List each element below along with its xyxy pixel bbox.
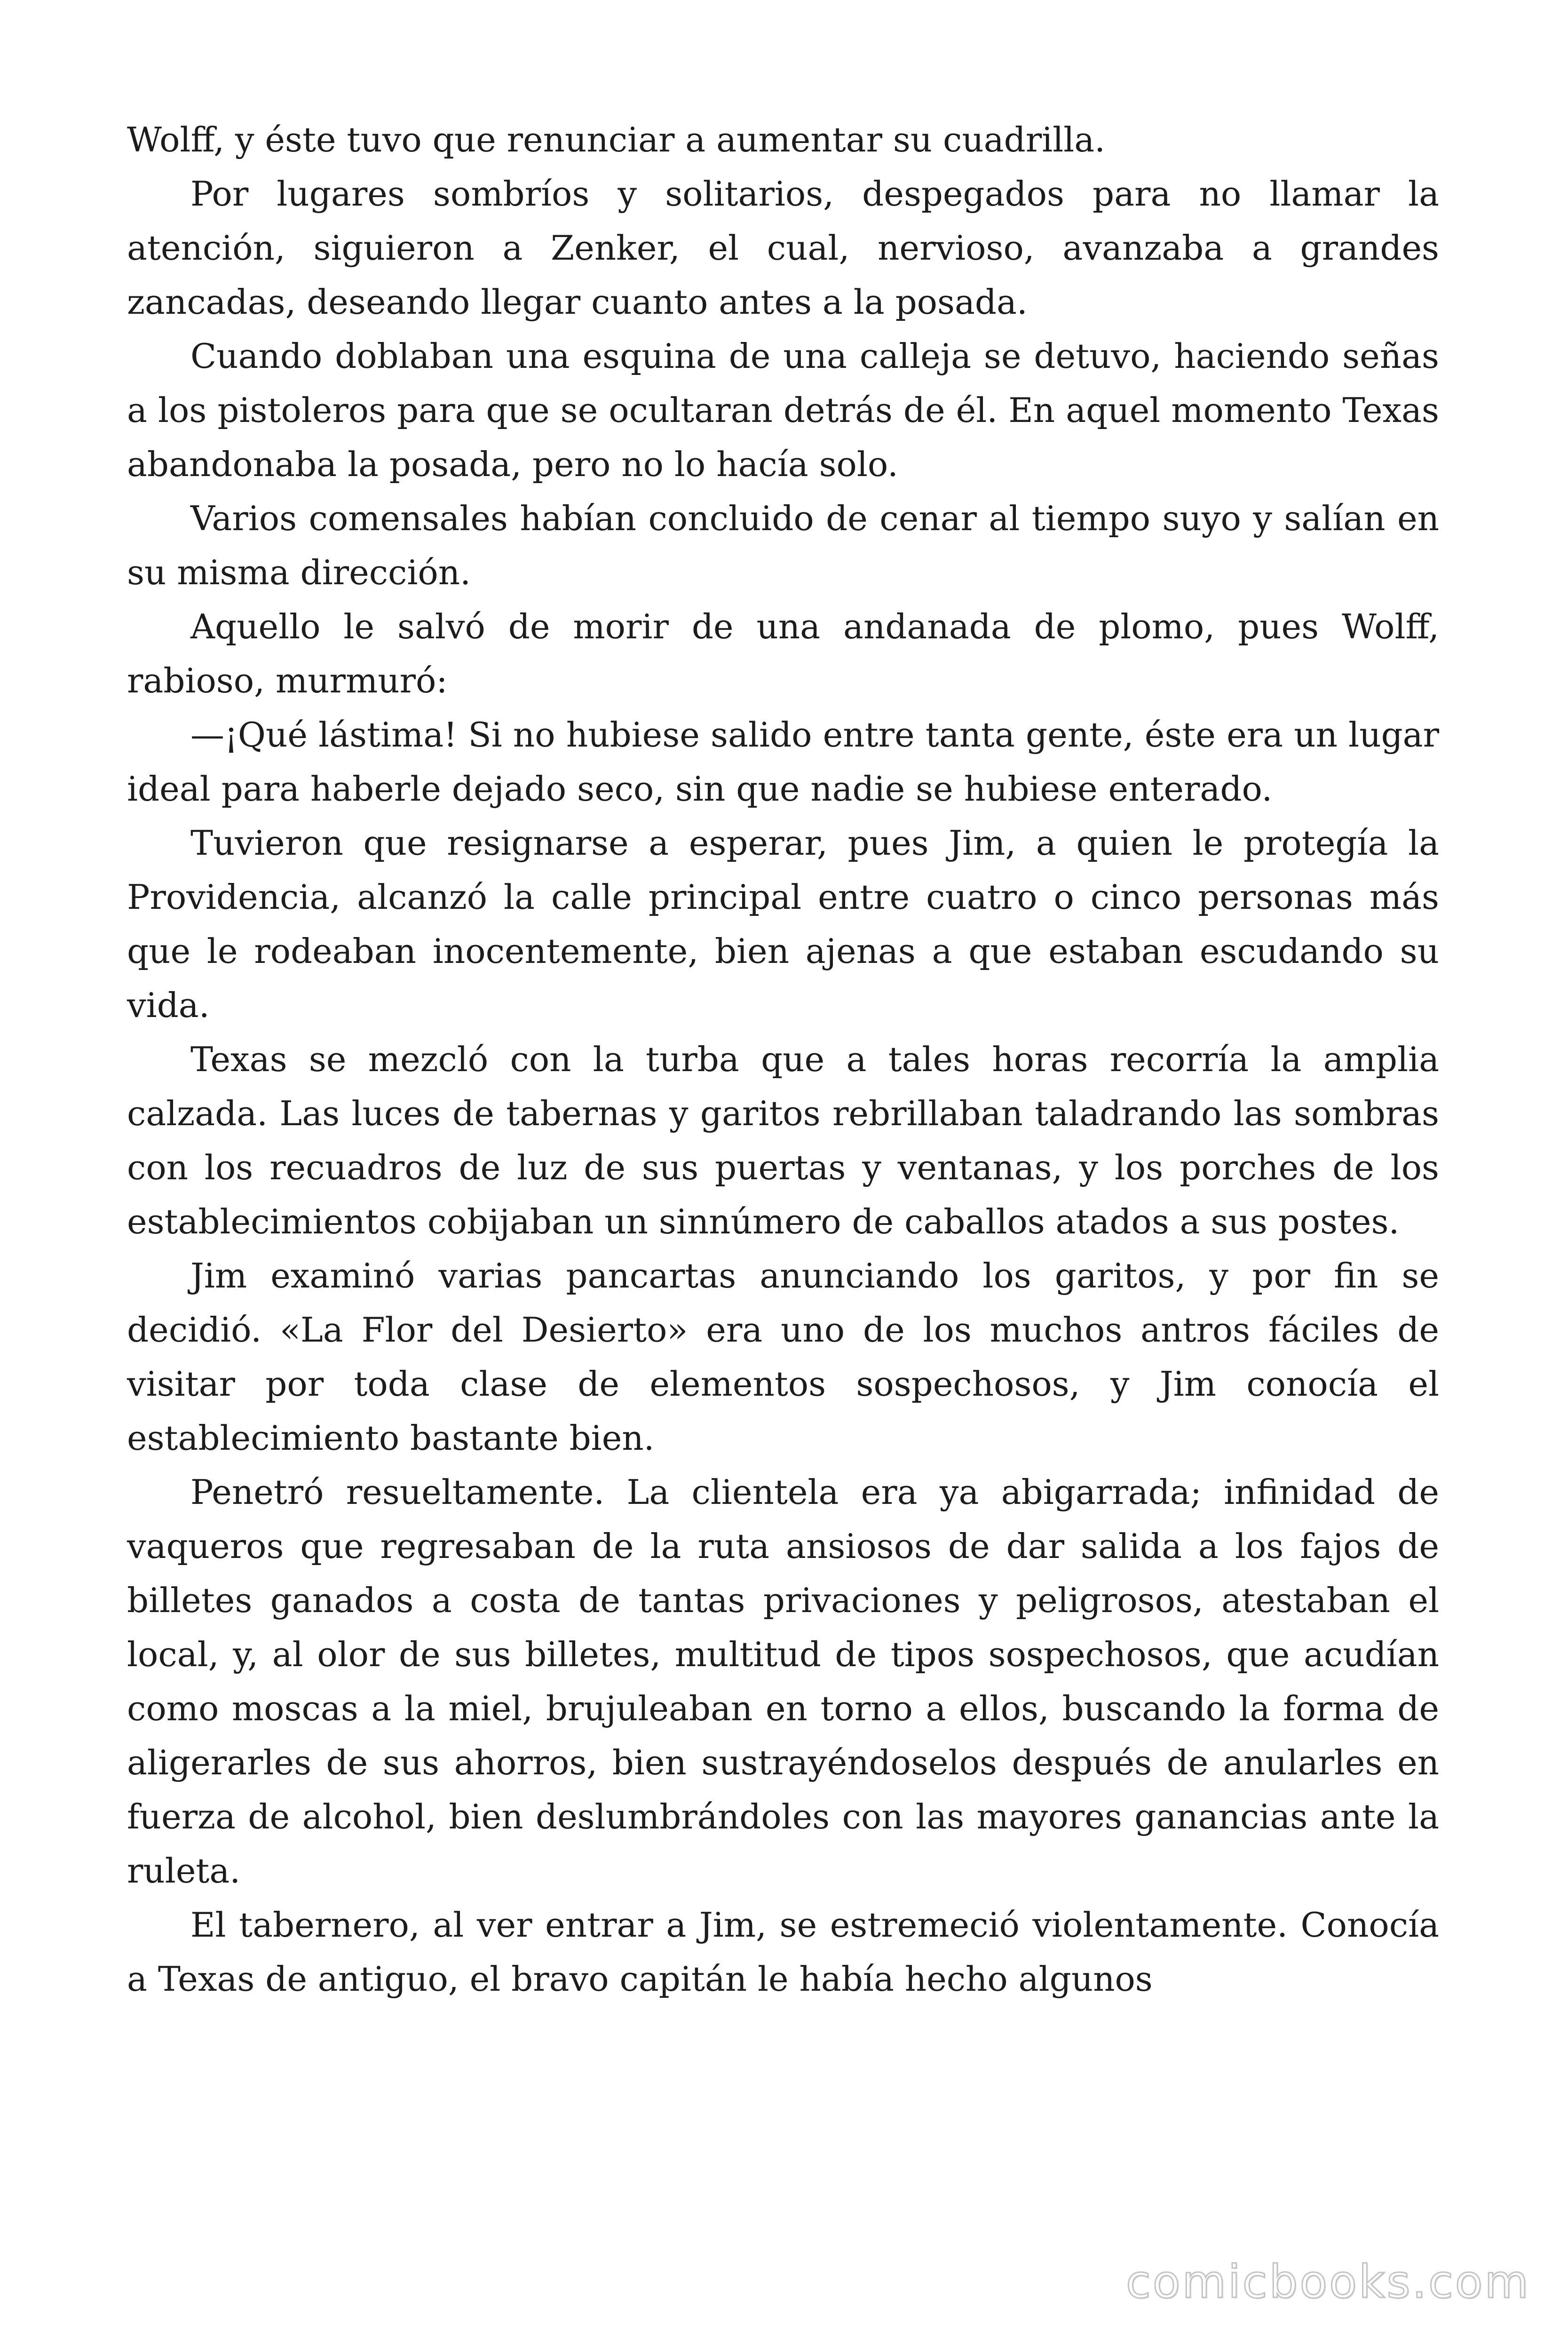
paragraph-10: Penetró resueltamente. La clientela era ya abigarrada; infinidad de vaqueros que regresaban de la ruta ansiosos de dar salida a los fajos de billetes ganados a costa de tantas privaciones y peligrosos, atestaban el local, y, al olor de sus billetes, multitud de tipos sospechosos, que acudían como moscas a la miel, brujuleaban en torno a ellos, buscando la forma de aligerarles de sus ahorros, bien sustrayéndoselos después de anularles en fuerza de alcohol, bien deslumbrándoles con las mayores ganancias ante la ruleta.	[127, 1472, 1439, 1891]
paragraph-6: —¡Qué lástima! Si no hubiese salido entre tanta gente, éste era un lugar ideal para haberle dejado seco, sin que nadie se hubiese enterado.	[127, 715, 1439, 809]
paragraph-8: Texas se mezcló con la turba que a tales horas recorría la amplia calzada. Las luces de tabernas y garitos rebrillaban taladrando las sombras con los recuadros de luz de sus puertas y ventanas, y los porches de los establecimientos cobijaban un sinnúmero de caballos atados a sus postes.	[127, 1040, 1439, 1241]
paragraph-1: Wolff, y éste tuvo que renunciar a aumentar su cuadrilla.	[127, 120, 1106, 159]
page-body	[127, 113, 1439, 2006]
paragraph-9: Jim examinó varias pancartas anunciando los garitos, y por fin se decidió. «La Flor del Desierto» era uno de los muchos antros fáciles de visitar por toda clase de elementos sospechosos, y Jim conocía el establecimiento bastante bien.	[127, 1256, 1439, 1458]
paragraph-2: Por lugares sombríos y solitarios, despegados para no llamar la atención, siguieron a Zenker, el cual, nervioso, avanzaba a grandes zancadas, deseando llegar cuanto antes a la posada.	[127, 174, 1439, 322]
paragraph-11: El tabernero, al ver entrar a Jim, se estremeció violentamente. Conocía a Texas de antiguo, el bravo capitán le había hecho algunos	[127, 1905, 1439, 1999]
paragraph-3: Cuando doblaban una esquina de una calleja se detuvo, haciendo señas a los pistoleros para que se ocultaran detrás de él. En aquel momento Texas abandonaba la posada, pero no lo hacía solo.	[127, 336, 1439, 484]
paragraph-7: Tuvieron que resignarse a esperar, pues Jim, a quien le protegía la Providencia, alcanzó la calle principal entre cuatro o cinco personas más que le rodeaban inocentemente, bien ajenas a que estaban escudando su vida.	[127, 823, 1439, 1025]
paragraph-5: Aquello le salvó de morir de una andanada de plomo, pues Wolff, rabioso, murmuró:	[127, 607, 1439, 700]
watermark: comicbooks.com	[1125, 2256, 1530, 2308]
paragraph-4: Varios comensales habían concluido de cenar al tiempo suyo y salían en su misma dirección.	[127, 499, 1439, 592]
